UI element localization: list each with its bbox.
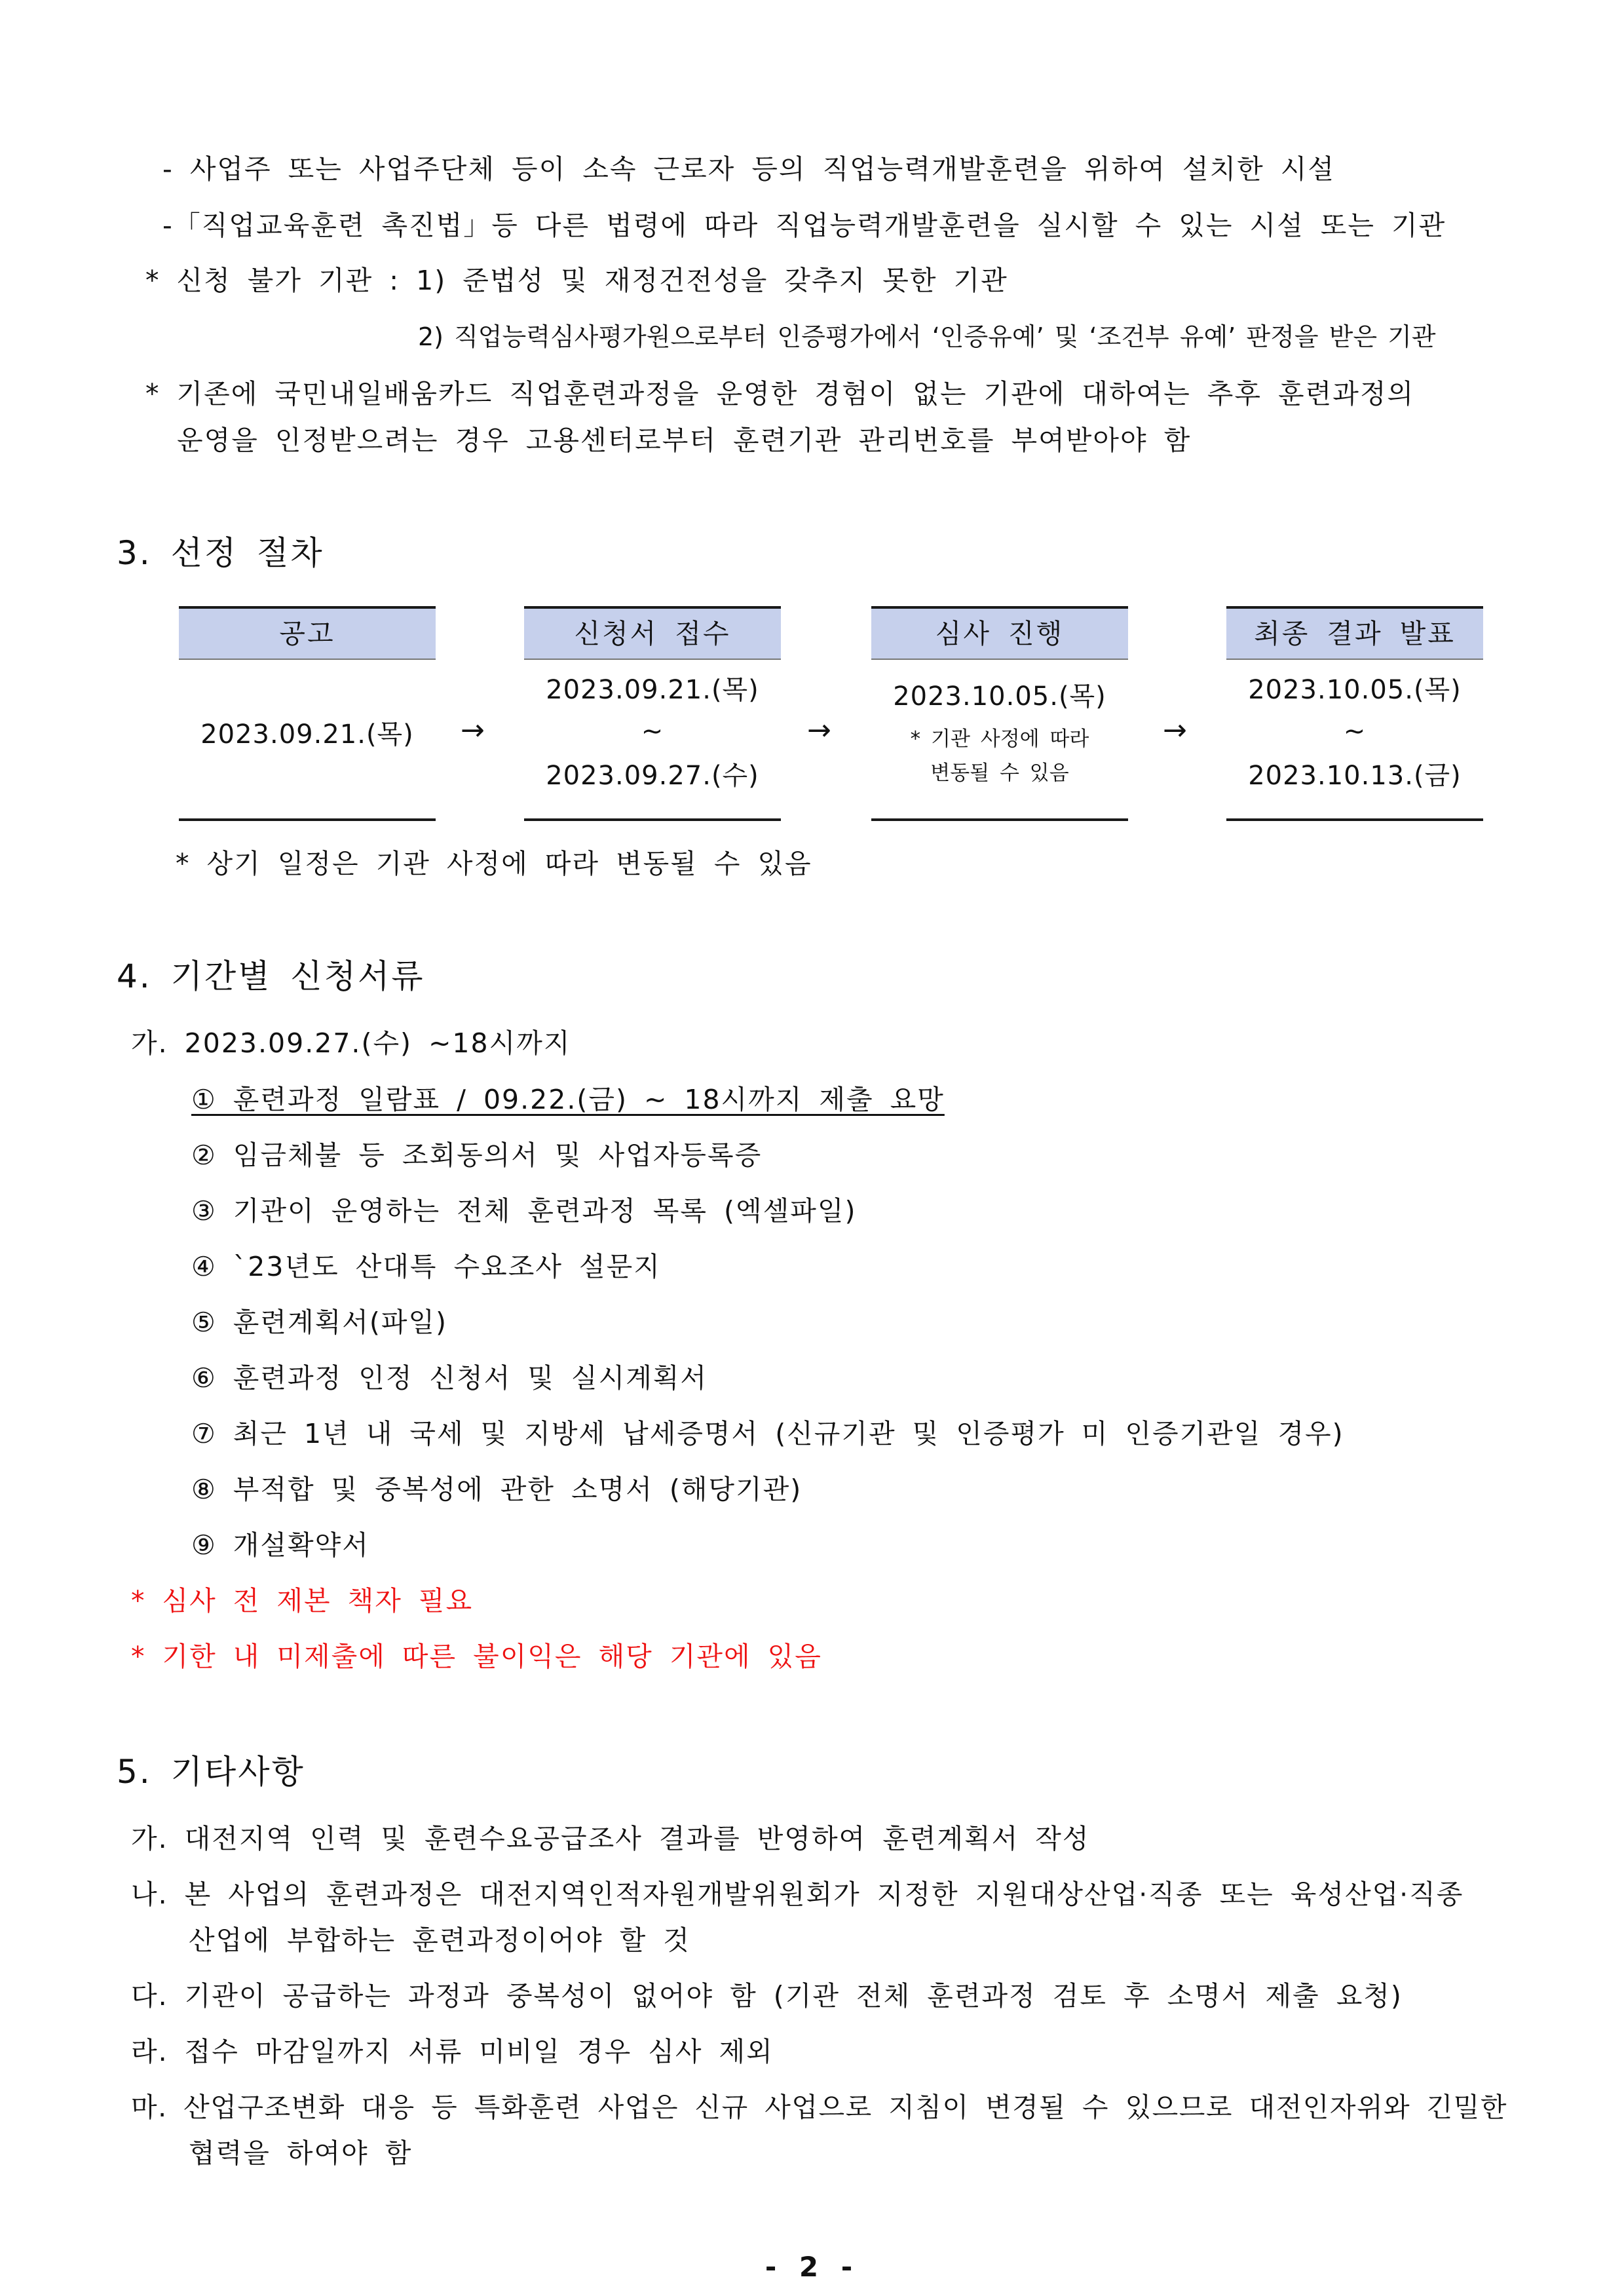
step-note-2: 변동될 수 있음 — [930, 761, 1069, 785]
existing-note-2: 운영을 인정받으려는 경우 고용센터로부터 훈련기관 관리번호를 부여받아야 함 — [177, 425, 1192, 456]
step-date: 2023.10.05.(목) — [893, 681, 1106, 712]
section-5-title: 5. 기타사항 — [117, 1753, 305, 1791]
eligible-facility-line-1: - 사업주 또는 사업주단체 등이 소속 근로자 등의 직업능력개발훈련을 위하여 설치한 시설 — [162, 153, 1335, 185]
ineligible-note: * 신청 불가 기관 : 1) 준법성 및 재정건전성을 갖추지 못한 기관 — [145, 265, 1008, 296]
doc-item: ③ 기관이 운영하는 전체 훈련과정 목록 (엑셀파일) — [191, 1195, 857, 1227]
step-application — [524, 606, 781, 822]
step-review — [871, 606, 1128, 822]
red-note-2: * 기한 내 미제출에 따른 불이익은 해당 기관에 있음 — [131, 1641, 822, 1672]
step-label: 공고 — [179, 606, 436, 659]
misc-line: 다. 기관이 공급하는 과정과 중복성이 없어야 함 (기관 전체 훈련과정 검토 후 소명서 제출 요청) — [131, 1980, 1403, 2012]
page-number: - 2 - — [765, 2251, 859, 2283]
step-date-tilde: ~ — [1343, 716, 1367, 746]
existing-note-1: * 기존에 국민내일배움카드 직업훈련과정을 운영한 경험이 없는 기관에 대하여는 추후 훈련과정의 — [145, 378, 1415, 410]
deadline-sub: 가. 2023.09.27.(수) ~18시까지 — [131, 1027, 571, 1059]
red-note-1: * 심사 전 제본 책자 필요 — [131, 1585, 474, 1617]
step-date: 2023.09.21.(목) — [200, 719, 414, 750]
doc-item: ⑦ 최근 1년 내 국세 및 지방세 납세증명서 (신규기관 및 인증평가 미 인증기관일 경우) — [191, 1418, 1344, 1449]
eligible-facility-line-2: -「직업교육훈련 촉진법」등 다른 법령에 따라 직업능력개발훈련을 실시할 수 있는 시설 또는 기관 — [162, 210, 1446, 241]
step-announcement — [179, 606, 436, 822]
step-date-start: 2023.10.05.(목) — [1248, 675, 1462, 705]
misc-line: 가. 대전지역 인력 및 훈련수요공급조사 결과를 반영하여 훈련계획서 작성 — [131, 1823, 1090, 1854]
doc-item: ⑥ 훈련과정 인정 신청서 및 실시계획서 — [191, 1362, 708, 1394]
misc-line: 마. 산업구조변화 대응 등 특화훈련 사업은 신규 사업으로 지침이 변경될 수 있으므로 대전인자위와 긴밀한 — [131, 2092, 1508, 2123]
doc-item: ⑨ 개설확약서 — [191, 1529, 369, 1561]
step-note-1: * 기관 사정에 따라 — [910, 727, 1089, 751]
step-date-end: 2023.10.13.(금) — [1248, 761, 1462, 791]
arrow-icon: → — [807, 714, 831, 747]
arrow-icon: → — [1163, 714, 1187, 747]
section-4-title: 4. 기간별 신청서류 — [117, 957, 425, 995]
doc-item: ① 훈련과정 일람표 / 09.22.(금) ~ 18시까지 제출 요망 — [191, 1084, 945, 1115]
step-date-end: 2023.09.27.(수) — [546, 761, 759, 791]
step-date-tilde: ~ — [641, 716, 664, 746]
doc-item: ⑧ 부적합 및 중복성에 관한 소명서 (해당기관) — [191, 1474, 803, 1505]
misc-line: 라. 접수 마감일까지 서류 미비일 경우 심사 제외 — [131, 2036, 774, 2067]
misc-line: 나. 본 사업의 훈련과정은 대전지역인적자원개발위원회가 지정한 지원대상산업·직종 또는 육성산업·직종 — [131, 1879, 1464, 1910]
misc-line-cont: 산업에 부합하는 훈련과정이어야 할 것 — [189, 1924, 690, 1956]
section-3-title: 3. 선정 절차 — [117, 534, 324, 572]
step-label: 신청서 접수 — [524, 606, 781, 659]
misc-line-cont: 협력을 하여야 함 — [189, 2137, 413, 2169]
step-final-result — [1226, 606, 1483, 822]
arrow-icon: → — [461, 714, 485, 747]
schedule-note: * 상기 일정은 기관 사정에 따라 변동될 수 있음 — [176, 848, 812, 879]
doc-item: ② 임금체불 등 조회동의서 및 사업자등록증 — [191, 1139, 763, 1171]
doc-item: ⑤ 훈련계획서(파일) — [191, 1307, 448, 1338]
step-label: 심사 진행 — [871, 606, 1128, 659]
step-date-start: 2023.09.21.(목) — [546, 675, 759, 705]
doc-item: ④ `23년도 산대특 수요조사 설문지 — [191, 1251, 661, 1282]
ineligible-note-2: 2) 직업능력심사평가원으로부터 인증평가에서 ‘인증유예’ 및 ‘조건부 유예’ 판정을 받은 기관 — [418, 322, 1436, 351]
step-label: 최종 결과 발표 — [1226, 606, 1483, 659]
